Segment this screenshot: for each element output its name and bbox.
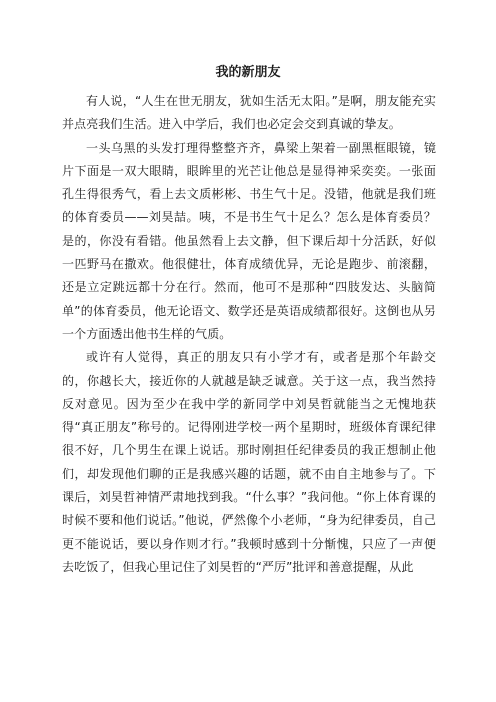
paragraph-2: 一头乌黑的头发打理得整整齐齐，鼻梁上架着一副黑框眼镜，镜片下面是一双大眼睛，眼眸里的光芒让他总是显得神采奕奕。一张面孔生得很秀气，看上去文质彬彬、书生气十足。没错，他就是我们班的体育委员——刘昊喆。咦，不是书生气十足么？怎么是体育委员？是的，你没有看错。他虽然看上去文静，但下课后却十分活跃，好似一匹野马在撒欢。他很健壮，体育成绩优异，无论是跑步、前滚翻，还是立定跳远都十分在行。然而，他可不是那种“四肢发达、头脑简单”的体育委员，他无论语文、数学还是英语成绩都很好。这倒也从另一个方面透出他书生样的气质。 xyxy=(62,140,436,341)
document-body xyxy=(62,90,436,579)
paragraph-1: 有人说，“人生在世无朋友，犹如生活无太阳。”是啊，朋友能充实并点亮我们生活。进入中学后，我们也必定会交到真诚的挚友。 xyxy=(62,94,436,132)
document-title: 我的新朋友 xyxy=(215,65,281,80)
paragraph-3: 或许有人觉得，真正的朋友只有小学才有，或者是那个年龄交的，你越长大，接近你的人就越是缺乏诚意。关于这一点，我当然持反对意见。因为至少在我中学的新同学中刘昊哲就能当之无愧地获得“真正朋友”称号的。记得刚进学校一两个星期时，班级体育课纪律很不好，几个男生在课上说话。那时刚担任纪律委员的我正想制止他们，却发现他们聊的正是我感兴趣的话题，就不由自主地参与了。下课后，刘昊哲神情严肃地找到我。“什么事？”我问他。“你上体育课的时候不要和他们说话。”他说，俨然像个小老师，“身为纪律委员，自己更不能说话，要以身作则才行。”我顿时感到十分惭愧，只应了一声便去吃饭了，但我心里记住了刘昊哲的“严厉”批评和善意提醒，从此 xyxy=(62,350,436,574)
